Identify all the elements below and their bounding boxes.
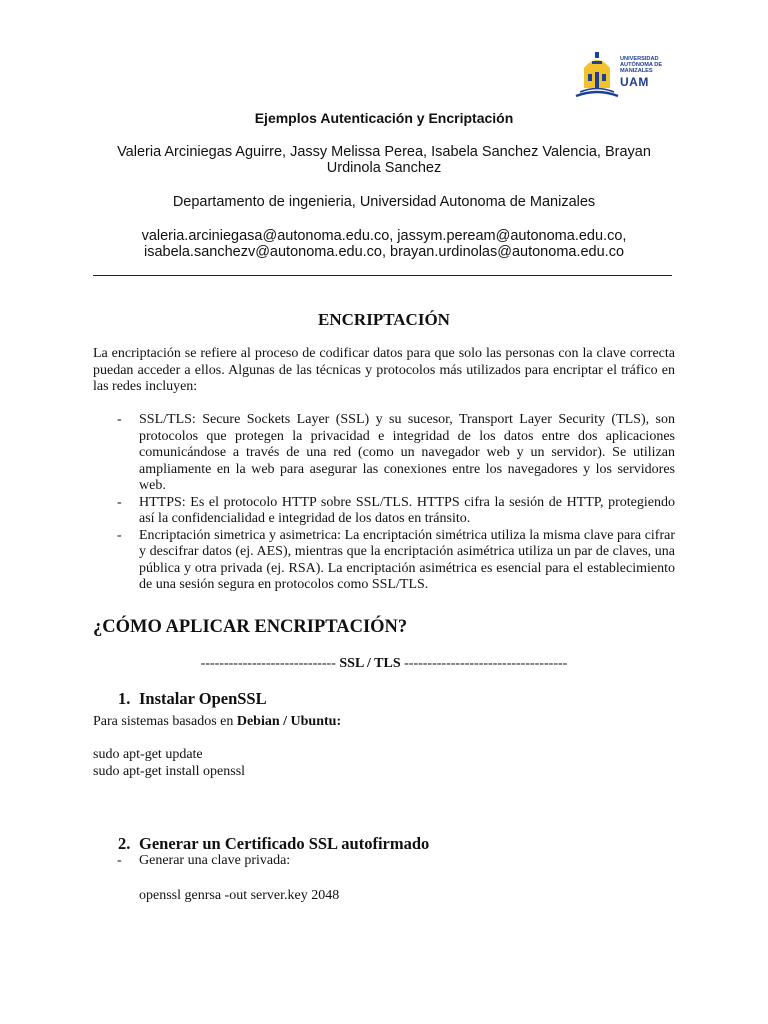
logo-line-1: UNIVERSIDAD [620,56,659,62]
divider-dashes-right: ----------------------------------- [404,656,568,671]
step-generate-certificate [118,834,429,854]
section-heading-howto: ¿CÓMO APLICAR ENCRIPTACIÓN? [93,617,408,637]
university-logo [574,50,674,98]
protocol-list [93,412,675,594]
step-number: 1. [118,689,131,708]
document-title: Ejemplos Autenticación y Encriptación [254,110,514,126]
header-divider [93,275,672,276]
logo-wordmark [620,56,676,89]
systems-note-prefix: Para sistemas basados en [93,714,237,729]
list-item [93,528,675,594]
command-line: sudo apt-get install openssl [93,764,246,779]
list-dash: - [117,494,122,510]
department: Departamento de ingenieria, Universidad Autonoma de Manizales [172,194,596,210]
step-number: 2. [118,834,131,853]
intro-paragraph: La encriptación se refiere al proceso de codificar datos para que solo las personas con la clave correcta puedan acceder a ellos. Algunas de las técnicas y protocolos más utilizados para encriptar el tráfico en las redes incluyen: [93,346,675,394]
logo-line-2: AUTÓNOMA DE [620,62,663,68]
systems-note [93,714,341,731]
list-item-text: SSL/TLS: Secure Sockets Layer (SSL) y su sucesor, Transport Layer Security (TLS), son protocolos que protegen la privacidad e integridad de los datos entre dos aplicaciones comunicándose a través de una red (como un navegador web y un servidor). Se utilizan ampliamente en la web para asegurar las conexiones entre los navegadores y los servidores web. [139,412,675,493]
list-dash: - [117,853,122,868]
systems-note-bold: Debian / Ubuntu: [236,714,342,729]
emails-line-1: valeria.arciniegasa@autonoma.edu.co, jassym.peream@autonoma.edu.co, [141,228,627,244]
list-item-text: HTTPS: Es el protocolo HTTP sobre SSL/TLS. HTTPS cifra la sesión de HTTP, protegiendo así la confidencialidad e integridad de los datos en tránsito. [139,494,675,526]
list-dash: - [117,412,122,427]
command-line: sudo apt-get update [93,747,203,762]
subitem-text: Generar una clave privada: [139,853,291,868]
authors-line-1: Valeria Arciniegas Aguirre, Jassy Melissa Perea, Isabela Sanchez Valencia, Brayan [117,144,651,160]
step-title: Generar un Certificado SSL autofirmado [139,834,430,853]
subitem-generate-key [117,853,290,869]
authors [90,144,678,176]
command-line: openssl genrsa -out server.key 2048 [139,888,340,903]
uam-building-icon [574,50,620,98]
list-item [93,412,675,495]
author-emails [90,228,678,260]
step-title: Instalar OpenSSL [139,689,267,708]
section-heading-encryption: ENCRIPTACIÓN [318,310,450,329]
divider-dashes-left: ----------------------------- [200,656,336,671]
list-item [93,495,675,528]
emails-line-2: isabela.sanchezv@autonoma.edu.co, brayan.urdinolas@autonoma.edu.co [143,244,625,260]
logo-brand: UAM [620,75,649,89]
ssl-tls-divider [93,656,675,672]
logo-line-3: MANIZALES [620,68,653,74]
step-install-openssl [118,689,267,709]
list-dash: - [117,527,122,543]
list-item-text: Encriptación simetrica y asimetrica: La encriptación simétrica utiliza la misma clave para cifrar y descifrar datos (ej. AES), mientras que la encriptación asimétrica utiliza un par de claves, una pública y otra privada (ej. RSA). La encriptación asimétrica es esencial para el establecimiento de una sesión segura en protocolos como SSL/TLS. [139,527,675,592]
authors-line-2: Urdinola Sanchez [326,160,442,176]
divider-label: SSL / TLS [339,656,401,671]
